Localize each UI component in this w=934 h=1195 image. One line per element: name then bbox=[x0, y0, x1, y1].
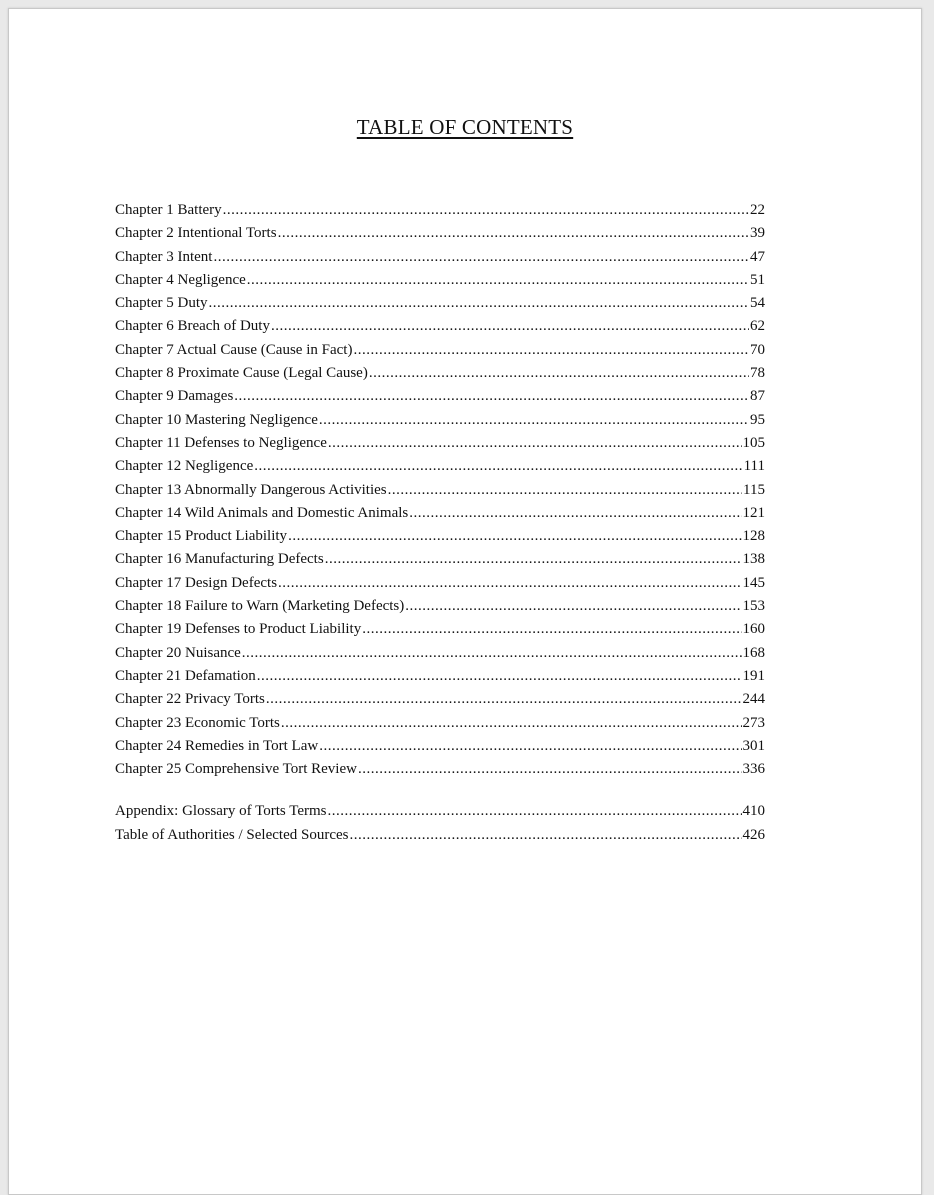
toc-entry bbox=[115, 432, 765, 455]
dot-leader bbox=[388, 479, 742, 502]
toc-entry-label: Table of Authorities / Selected Sources bbox=[115, 826, 349, 843]
document-page bbox=[8, 8, 922, 1195]
toc-entry-label: Chapter 1 Battery bbox=[115, 202, 222, 218]
toc-entry-label: Chapter 16 Manufacturing Defects bbox=[115, 551, 324, 568]
dot-leader bbox=[328, 800, 742, 823]
toc-entry-label: Chapter 22 Privacy Torts bbox=[115, 691, 265, 708]
toc-entry-page: 336 bbox=[742, 761, 765, 778]
toc-entry-authorities bbox=[115, 824, 765, 847]
toc-entry-appendix bbox=[115, 800, 765, 823]
dot-leader bbox=[369, 362, 749, 385]
toc-entry bbox=[115, 548, 765, 571]
dot-leader bbox=[362, 618, 741, 641]
toc-entry bbox=[115, 455, 765, 478]
dot-leader bbox=[234, 385, 749, 408]
toc-entry-page: 426 bbox=[742, 826, 765, 843]
toc-entry bbox=[115, 315, 765, 338]
toc-entry-label: Chapter 17 Design Defects bbox=[115, 574, 278, 591]
dot-leader bbox=[257, 665, 742, 688]
dot-leader bbox=[325, 548, 742, 571]
toc-entry-label: Chapter 2 Intentional Torts bbox=[115, 225, 277, 242]
toc-entry-label: Chapter 6 Breach of Duty bbox=[115, 318, 270, 335]
toc-entry-page: 273 bbox=[742, 714, 765, 731]
toc-entry-page: 78 bbox=[750, 365, 765, 382]
toc-entry-page: 301 bbox=[742, 737, 765, 754]
toc-entry-label: Chapter 24 Remedies in Tort Law bbox=[115, 737, 319, 754]
toc-entry-label: Chapter 15 Product Liability bbox=[115, 528, 288, 545]
toc-entry bbox=[115, 385, 765, 408]
toc-entry-page: 22 bbox=[750, 202, 765, 218]
toc-entry-page: 153 bbox=[742, 598, 765, 615]
toc-entry-label: Chapter 10 Mastering Negligence bbox=[115, 411, 318, 428]
toc-entry bbox=[115, 199, 765, 222]
toc-entry bbox=[115, 665, 765, 688]
toc-entry-page: 145 bbox=[742, 574, 765, 591]
toc-entry bbox=[115, 362, 765, 385]
toc-entry bbox=[115, 269, 765, 292]
dot-leader bbox=[242, 642, 742, 665]
toc-title: TABLE OF CONTENTS bbox=[356, 115, 574, 139]
toc-entry-label: Chapter 8 Proximate Cause (Legal Cause) bbox=[115, 365, 368, 382]
dot-leader bbox=[266, 688, 742, 711]
dot-leader bbox=[328, 432, 742, 455]
toc-entry-page: 160 bbox=[742, 621, 765, 638]
dot-leader bbox=[319, 735, 741, 758]
toc-entry bbox=[115, 572, 765, 595]
toc-entry bbox=[115, 409, 765, 432]
dot-leader bbox=[405, 595, 741, 618]
dot-leader bbox=[247, 269, 749, 292]
toc-entry-page: 121 bbox=[742, 504, 765, 521]
toc-entry-page: 244 bbox=[742, 691, 765, 708]
toc-entry bbox=[115, 735, 765, 758]
toc-entry-label: Chapter 19 Defenses to Product Liability bbox=[115, 621, 362, 638]
dot-leader bbox=[223, 199, 749, 222]
toc-entry bbox=[115, 712, 765, 735]
toc-entry bbox=[115, 618, 765, 641]
toc-entry bbox=[115, 246, 765, 269]
toc-entry-page: 95 bbox=[750, 411, 765, 428]
toc-entry bbox=[115, 758, 765, 781]
dot-leader bbox=[281, 712, 742, 735]
toc-entry-label: Chapter 21 Defamation bbox=[115, 667, 256, 684]
dot-leader bbox=[278, 572, 741, 595]
dot-leader bbox=[319, 409, 749, 432]
toc-entry-page: 115 bbox=[743, 481, 765, 498]
toc-entry bbox=[115, 595, 765, 618]
toc-entry-page: 70 bbox=[750, 341, 765, 358]
toc-entry bbox=[115, 339, 765, 362]
toc-entry-label: Chapter 23 Economic Torts bbox=[115, 714, 280, 731]
toc-entry bbox=[115, 688, 765, 711]
dot-leader bbox=[358, 758, 742, 781]
toc-entry-page: 128 bbox=[742, 528, 765, 545]
toc-entry bbox=[115, 642, 765, 665]
dot-leader bbox=[271, 315, 749, 338]
dot-leader bbox=[349, 824, 741, 847]
toc-list bbox=[115, 199, 765, 847]
toc-entry bbox=[115, 479, 765, 502]
toc-entry-page: 168 bbox=[742, 644, 765, 661]
dot-leader bbox=[288, 525, 741, 548]
toc-entry-label: Chapter 25 Comprehensive Tort Review bbox=[115, 761, 357, 778]
toc-entry-label: Chapter 14 Wild Animals and Domestic Animals bbox=[115, 504, 409, 521]
toc-entry-page: 410 bbox=[742, 803, 765, 820]
toc-entry-page: 62 bbox=[750, 318, 765, 335]
toc-entry-page: 191 bbox=[742, 667, 765, 684]
dot-leader bbox=[213, 246, 749, 269]
toc-entry-label: Chapter 12 Negligence bbox=[115, 458, 254, 475]
toc-entry-label: Chapter 11 Defenses to Negligence bbox=[115, 434, 327, 451]
toc-entry-page: 111 bbox=[743, 458, 765, 475]
toc-entry-page: 47 bbox=[750, 248, 765, 265]
dot-leader bbox=[208, 292, 749, 315]
toc-entry-label: Chapter 5 Duty bbox=[115, 295, 208, 312]
toc-entry-label: Chapter 20 Nuisance bbox=[115, 644, 241, 661]
toc-entry-page: 39 bbox=[750, 225, 765, 242]
toc-entry-label: Appendix: Glossary of Torts Terms bbox=[115, 803, 327, 820]
toc-entry-page: 138 bbox=[742, 551, 765, 568]
toc-entry-label: Chapter 3 Intent bbox=[115, 248, 213, 265]
dot-leader bbox=[409, 502, 741, 525]
toc-entry-label: Chapter 7 Actual Cause (Cause in Fact) bbox=[115, 341, 353, 358]
toc-entry-label: Chapter 18 Failure to Warn (Marketing Defects) bbox=[115, 598, 405, 615]
toc-entry-label: Chapter 4 Negligence bbox=[115, 271, 246, 288]
toc-entry bbox=[115, 292, 765, 315]
toc-entry-label: Chapter 13 Abnormally Dangerous Activities bbox=[115, 481, 387, 498]
dot-leader bbox=[254, 455, 742, 478]
toc-entry bbox=[115, 222, 765, 245]
toc-entry-page: 54 bbox=[750, 295, 765, 312]
dot-leader bbox=[353, 339, 749, 362]
dot-leader bbox=[278, 222, 749, 245]
toc-entry-page: 87 bbox=[750, 388, 765, 405]
toc-entry bbox=[115, 525, 765, 548]
toc-entry-page: 105 bbox=[742, 434, 765, 451]
toc-entry-label: Chapter 9 Damages bbox=[115, 388, 234, 405]
toc-entry bbox=[115, 502, 765, 525]
toc-entry-page: 51 bbox=[750, 271, 765, 288]
section-spacer bbox=[115, 781, 765, 800]
